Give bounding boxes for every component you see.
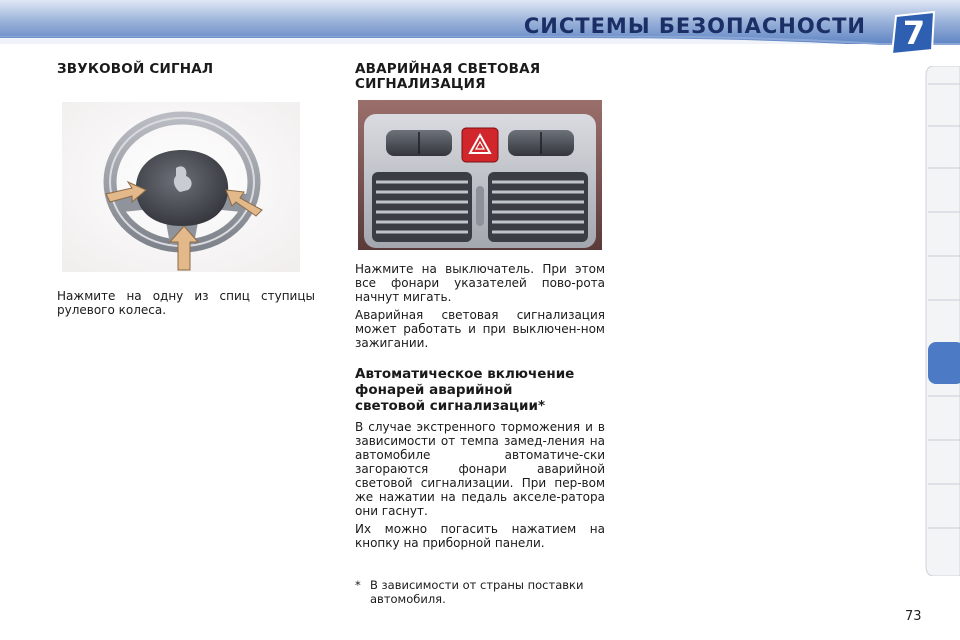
page-title: СИСТЕМЫ БЕЗОПАСНОСТИ [523, 14, 866, 38]
steering-wheel-illustration [62, 102, 300, 272]
chapter-number: 7 [902, 14, 926, 52]
hazard-para1: Нажмите на выключатель. При этом все фонари указателей пово-рота начнут мигать. [355, 262, 605, 304]
hazard-text-block [355, 262, 605, 554]
hazard-para2: Аварийная световая сигнализация может работать и при выключен-ном зажигании. [355, 308, 605, 350]
hazard-heading-block [355, 62, 605, 92]
hazard-para3: В случае экстренного торможения и в зависимости от темпа замед-ления на автомобиле автоматиче-ски загораются фонари аварийной световой сигнализации. При пер-вом же нажатии на педаль акселе-ратора они гаснут. [355, 420, 605, 518]
horn-caption-block [57, 289, 315, 321]
footnote-text: В зависимости от страны поставки автомобиля. [370, 578, 584, 606]
page-number: 73 [905, 609, 922, 624]
horn-heading: ЗВУКОВОЙ СИГНАЛ [57, 61, 214, 77]
header-swoosh [0, 36, 960, 50]
auto-hazard-heading-line1: Автоматическое включение [355, 366, 575, 382]
hazard-button-icon [462, 128, 498, 162]
hazard-heading-line2: СИГНАЛИЗАЦИЯ [355, 76, 486, 92]
footnote [355, 578, 610, 606]
auto-hazard-heading-line2: фонарей аварийной [355, 382, 513, 398]
hazard-heading-line1: АВАРИЙНАЯ СВЕТОВАЯ [355, 61, 541, 77]
hazard-para4: Их можно погасить нажатием на кнопку на приборной панели. [355, 522, 605, 550]
footnote-marker: * [355, 578, 361, 592]
hazard-switch-dashboard-photo [358, 100, 602, 250]
horn-caption: Нажмите на одну из спиц ступицы рулевого колеса. [57, 289, 315, 317]
horn-section [57, 62, 315, 77]
chapter-tabs [924, 66, 960, 576]
auto-hazard-heading-line3: световой сигнализации* [355, 398, 546, 414]
active-chapter-tab [928, 342, 960, 384]
auto-hazard-heading [355, 366, 605, 414]
hazard-heading [355, 62, 605, 92]
